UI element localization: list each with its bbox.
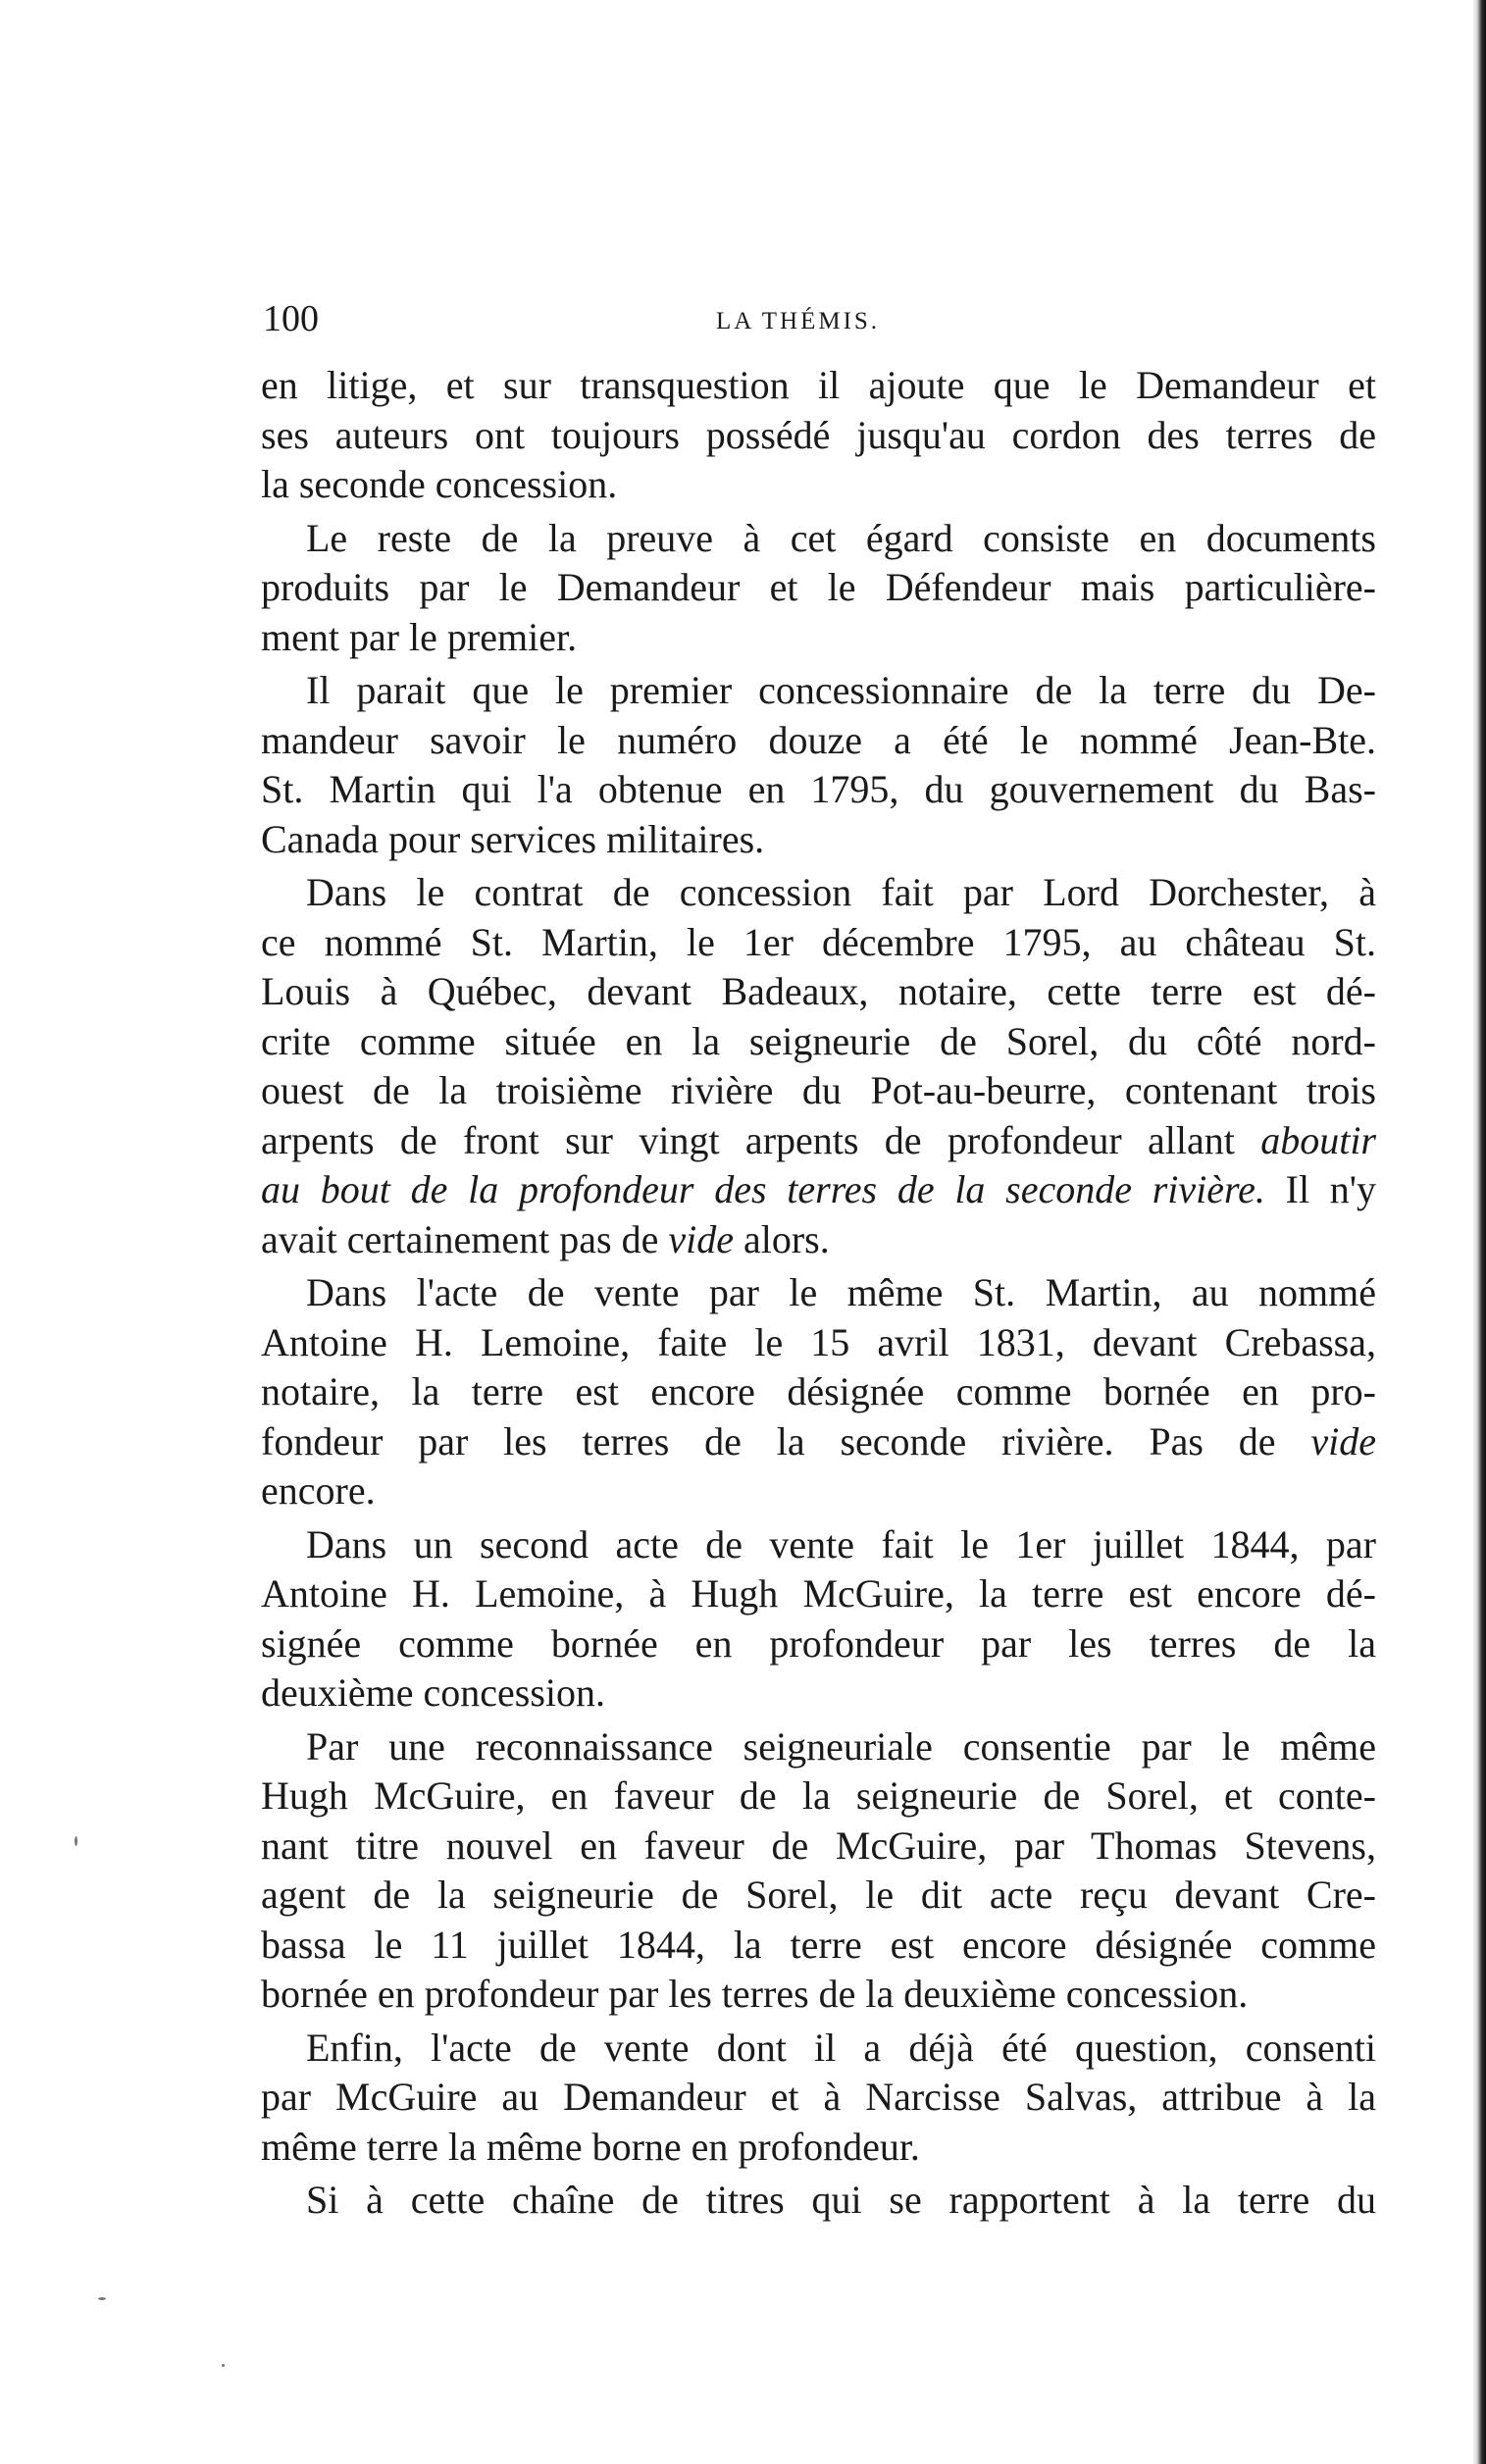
- text-line: [261, 1417, 1376, 1467]
- text-line: Louis à Québec, devant Badeaux, notaire, cette terre est dé-: [261, 969, 1376, 1013]
- text-run: arpents de front sur vingt arpents de profondeur allant: [261, 1117, 1261, 1162]
- text-line: crite comme située en la seigneurie de Sorel, du côté nord-: [261, 1018, 1376, 1063]
- text-line: Antoine H. Lemoine, faite le 15 avril 1831, devant Crebassa,: [261, 1319, 1376, 1364]
- text-line: Canada pour services militaires.: [261, 816, 765, 861]
- text-line: ses auteurs ont toujours possédé jusqu'au cordon des terres de: [261, 412, 1376, 457]
- text-line: bassa le 11 juillet 1844, la terre est encore désignée comme: [261, 1922, 1376, 1967]
- paragraph: [261, 2176, 1376, 2226]
- scan-speck: [222, 2364, 225, 2367]
- scan-speck: [75, 1836, 77, 1846]
- text-line: notaire, la terre est encore désignée comme bornée en pro-: [261, 1369, 1376, 1413]
- paragraph: [261, 361, 1376, 510]
- text-line: ce nommé St. Martin, le 1er décembre 1795, au château St.: [261, 919, 1376, 964]
- text-line: ouest de la troisième rivière du Pot-au-beurre, contenant trois: [261, 1068, 1376, 1112]
- text-line: bornée en profondeur par les terres de la deuxième concession.: [261, 1972, 1249, 2016]
- text-line: la seconde concession.: [261, 462, 618, 506]
- text-line: même terre la même borne en profondeur.: [261, 2124, 920, 2169]
- text-line: Le reste de la preuve à cet égard consiste en documents: [306, 515, 1376, 560]
- text-line: St. Martin qui l'a obtenue en 1795, du gouvernement du Bas-: [261, 767, 1376, 811]
- text-line: mandeur savoir le numéro douze a été le nommé Jean-Bte.: [261, 717, 1376, 762]
- paragraph: [261, 666, 1376, 864]
- italic-run: au bout de la profondeur des terres de la seconde rivière.: [261, 1167, 1265, 1211]
- running-head: [263, 294, 1376, 343]
- text-line: signée comme bornée en profondeur par les terres de la: [261, 1620, 1376, 1666]
- text-line: Dans un second acte de vente fait le 1er juillet 1844, par: [306, 1521, 1376, 1566]
- text-run: fondeur par les terres de la seconde rivière. Pas de: [261, 1418, 1311, 1463]
- text-line: par McGuire au Demandeur et à Narcisse Salvas, attribue à la: [261, 2075, 1376, 2119]
- italic-run: vide: [1310, 1418, 1376, 1463]
- text-line: Dans le contrat de concession fait par Lord Dorchester, à: [306, 870, 1376, 914]
- text-run: Il n'y: [1264, 1167, 1376, 1211]
- text-line: nant titre nouvel en faveur de McGuire, par Thomas Stevens,: [261, 1822, 1376, 1868]
- text-line: [261, 1215, 1376, 1265]
- paragraph: [261, 514, 1376, 663]
- italic-run: aboutir: [1260, 1117, 1376, 1162]
- text-line: produits par le Demandeur et le Défendeur mais particulière-: [261, 565, 1376, 609]
- body-text: [261, 361, 1376, 2226]
- running-title: LA THÉMIS.: [716, 308, 881, 334]
- text-line: Il parait que le premier concessionnaire de la terre du De-: [306, 668, 1376, 712]
- italic-run: vide: [668, 1216, 734, 1261]
- text-line: ment par le premier.: [261, 614, 578, 659]
- text-line: Si à cette chaîne de titres qui se rapportent à la terre du: [306, 2178, 1376, 2222]
- text-line: [261, 1116, 1376, 1166]
- text-run: avait certainement pas de: [261, 1216, 669, 1261]
- text-line: Par une reconnaissance seigneuriale consentie par le même: [306, 1723, 1376, 1769]
- paragraph: [261, 868, 1376, 1264]
- text-line: Antoine H. Lemoine, à Hugh McGuire, la terre est encore dé-: [261, 1571, 1376, 1616]
- paragraph: [261, 1520, 1376, 1719]
- paragraph: [261, 2024, 1376, 2173]
- paragraph: [261, 1268, 1376, 1516]
- text-line: [261, 1165, 1376, 1215]
- text-line: agent de la seigneurie de Sorel, le dit acte reçu devant Cre-: [261, 1873, 1376, 1917]
- page-gutter-edge: [1472, 0, 1486, 2464]
- text-line: en litige, et sur transquestion il ajoute que le Demandeur et: [261, 363, 1376, 407]
- text-line: Enfin, l'acte de vente dont il a déjà été question, consenti: [306, 2025, 1376, 2070]
- text-run: alors.: [733, 1216, 830, 1261]
- page-number: 100: [263, 298, 319, 339]
- text-line: encore.: [261, 1468, 376, 1513]
- text-line: Dans l'acte de vente par le même St. Martin, au nommé: [306, 1270, 1376, 1314]
- scan-speck: [98, 2297, 106, 2300]
- text-line: Hugh McGuire, en faveur de la seigneurie de Sorel, et conte-: [261, 1773, 1376, 1818]
- text-line: deuxième concession.: [261, 1670, 605, 1715]
- paragraph: [261, 1722, 1376, 2020]
